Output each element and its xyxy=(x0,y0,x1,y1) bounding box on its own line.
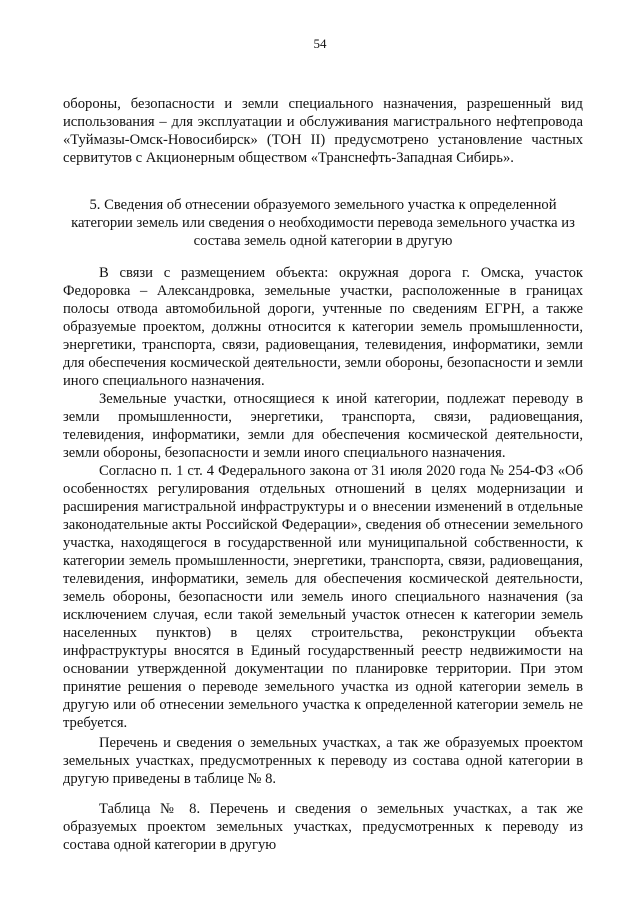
page-number: 54 xyxy=(313,36,327,51)
list-reference-section xyxy=(63,734,583,788)
body-section xyxy=(63,264,583,732)
section-heading: 5. Сведения об отнесении образуемого земельного участка к определенной категории земель или сведения о необходимости перевода земельного участка из состава земель одной категории в другую xyxy=(71,197,575,249)
body-paragraph-2: Земельные участки, относящиеся к иной категории, подлежат переводу в земли промышленности, энергетики, транспорта, связи, радиовещания, телевидения, информатики, земли для обеспечения космической деятельности, земли обороны, безопасности и земли иного специального назначения. xyxy=(63,391,583,461)
list-paragraph: Перечень и сведения о земельных участках, а так же образуемых проектом земельных участках, предусмотренных к переводу из состава одной категории в другую приведены в таблице № 8. xyxy=(63,735,583,787)
intro-paragraph: обороны, безопасности и земли специального назначения, разрешенный вид использования – для эксплуатации и обслуживания магистрального нефтепровода «Туймазы-Омск-Новосибирск» (ТОН II) предусмотрено установление частных сервитутов с Акционерным обществом «Транснефть-Западная Сибирь». xyxy=(63,96,583,166)
body-paragraph-1: В связи с размещением объекта: окружная дорога г. Омска, участок Федоровка – Александровка, земельные участки, расположенные в границах полосы отвода автомобильной дороги, учтенные по сведениям ЕГРН, а также образуемые проектом, должны относится к категории земель промышленности, энергетики, транспорта, связи, радиовещания, телевидения, информатики, земли для обеспечения космической деятельности, земли обороны, безопасности и земли иного специального назначения. xyxy=(63,265,583,389)
body-paragraph-3: Согласно п. 1 ст. 4 Федерального закона от 31 июля 2020 года № 254-ФЗ «Об особенностях регулирования отдельных отношений в целях модернизации и расширения магистральной инфраструктуры и о внесении изменений в отдельные законодательные акты Российской Федерации», сведения об отнесении земельного участка, находящегося в государственной или муниципальной собственности, к категории земель промышленности, энергетики, транспорта, связи, радиовещания, телевидения, информатики, земель для обеспечения космической деятельности, земель обороны, безопасности или земель иного специального назначения (за исключением случая, если такой земельный участок отнесен к категории земель населенных пунктов) в целях строительства, реконструкции объекта инфраструктуры вносятся в Единый государственный реестр недвижимости на основании утвержденной документации по планировке территории. При этом принятие решения о переводе земельного участка из одной категории земель в другую или об отнесении земельного участка к определенной категории земель не требуется. xyxy=(63,463,583,731)
table-caption: Таблица № 8. Перечень и сведения о земельных участках, а так же образуемых проектом земельных участках, предусмотренных к переводу из состава одной категории в другую xyxy=(63,801,583,853)
intro-section xyxy=(63,95,583,167)
table-caption-section xyxy=(63,800,583,854)
